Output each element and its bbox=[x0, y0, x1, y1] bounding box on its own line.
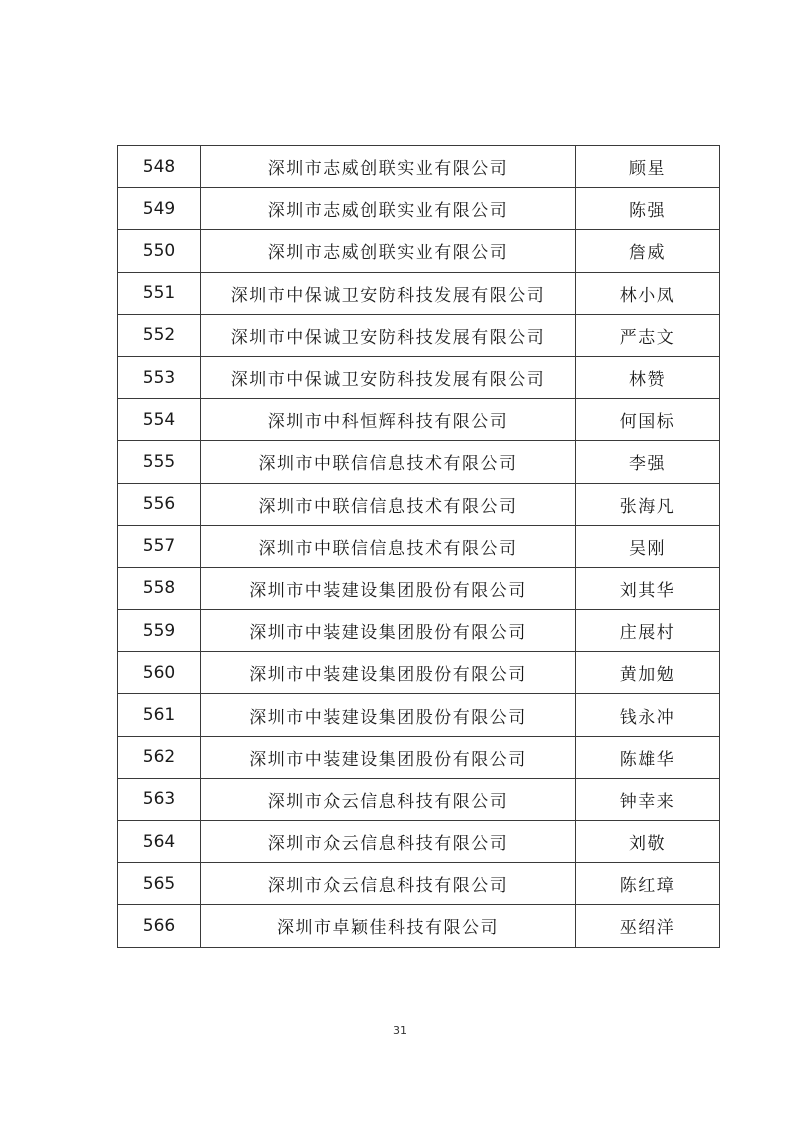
person-name: 顾星 bbox=[576, 146, 720, 188]
row-number: 558 bbox=[118, 567, 201, 609]
row-number: 552 bbox=[118, 314, 201, 356]
table-row bbox=[118, 272, 720, 314]
person-name: 严志文 bbox=[576, 314, 720, 356]
row-number: 557 bbox=[118, 525, 201, 567]
company-name: 深圳市众云信息科技有限公司 bbox=[201, 863, 576, 905]
person-name: 詹威 bbox=[576, 230, 720, 272]
person-name: 李强 bbox=[576, 441, 720, 483]
company-name: 深圳市中保诚卫安防科技发展有限公司 bbox=[201, 272, 576, 314]
company-name: 深圳市卓颖佳科技有限公司 bbox=[201, 905, 576, 947]
row-number: 561 bbox=[118, 694, 201, 736]
person-name: 陈红璋 bbox=[576, 863, 720, 905]
person-name: 张海凡 bbox=[576, 483, 720, 525]
company-name: 深圳市中装建设集团股份有限公司 bbox=[201, 567, 576, 609]
table-row bbox=[118, 399, 720, 441]
table-row bbox=[118, 188, 720, 230]
table-row bbox=[118, 652, 720, 694]
table-row bbox=[118, 863, 720, 905]
table-row bbox=[118, 230, 720, 272]
company-name: 深圳市中装建设集团股份有限公司 bbox=[201, 652, 576, 694]
person-name: 钟幸来 bbox=[576, 778, 720, 820]
person-name: 刘敬 bbox=[576, 821, 720, 863]
table-row bbox=[118, 736, 720, 778]
company-name: 深圳市志威创联实业有限公司 bbox=[201, 146, 576, 188]
table-row bbox=[118, 567, 720, 609]
page-number: 31 bbox=[393, 1024, 407, 1037]
person-name: 钱永冲 bbox=[576, 694, 720, 736]
company-name: 深圳市中装建设集团股份有限公司 bbox=[201, 610, 576, 652]
table-row bbox=[118, 610, 720, 652]
company-name: 深圳市中科恒辉科技有限公司 bbox=[201, 399, 576, 441]
table-row bbox=[118, 314, 720, 356]
table-row bbox=[118, 146, 720, 188]
person-name: 吴刚 bbox=[576, 525, 720, 567]
company-name: 深圳市中联信信息技术有限公司 bbox=[201, 441, 576, 483]
company-name: 深圳市众云信息科技有限公司 bbox=[201, 821, 576, 863]
company-name: 深圳市中装建设集团股份有限公司 bbox=[201, 694, 576, 736]
table-row bbox=[118, 905, 720, 947]
person-name: 何国标 bbox=[576, 399, 720, 441]
row-number: 565 bbox=[118, 863, 201, 905]
company-name: 深圳市志威创联实业有限公司 bbox=[201, 188, 576, 230]
row-number: 554 bbox=[118, 399, 201, 441]
person-name: 黄加勉 bbox=[576, 652, 720, 694]
person-name: 林小凤 bbox=[576, 272, 720, 314]
company-name: 深圳市众云信息科技有限公司 bbox=[201, 778, 576, 820]
row-number: 563 bbox=[118, 778, 201, 820]
person-name: 林赞 bbox=[576, 356, 720, 398]
table-row bbox=[118, 694, 720, 736]
row-number: 566 bbox=[118, 905, 201, 947]
table-row bbox=[118, 483, 720, 525]
table-row bbox=[118, 778, 720, 820]
row-number: 555 bbox=[118, 441, 201, 483]
table-row bbox=[118, 821, 720, 863]
company-name: 深圳市中保诚卫安防科技发展有限公司 bbox=[201, 356, 576, 398]
row-number: 562 bbox=[118, 736, 201, 778]
company-name: 深圳市中联信信息技术有限公司 bbox=[201, 525, 576, 567]
row-number: 549 bbox=[118, 188, 201, 230]
person-name: 刘其华 bbox=[576, 567, 720, 609]
company-name: 深圳市中联信信息技术有限公司 bbox=[201, 483, 576, 525]
row-number: 550 bbox=[118, 230, 201, 272]
roster-table-body bbox=[118, 146, 720, 948]
row-number: 559 bbox=[118, 610, 201, 652]
row-number: 564 bbox=[118, 821, 201, 863]
person-name: 庄展村 bbox=[576, 610, 720, 652]
row-number: 553 bbox=[118, 356, 201, 398]
roster-table bbox=[117, 145, 720, 948]
person-name: 陈强 bbox=[576, 188, 720, 230]
table-row bbox=[118, 525, 720, 567]
person-name: 陈雄华 bbox=[576, 736, 720, 778]
table-row bbox=[118, 356, 720, 398]
row-number: 551 bbox=[118, 272, 201, 314]
row-number: 556 bbox=[118, 483, 201, 525]
person-name: 巫绍洋 bbox=[576, 905, 720, 947]
row-number: 548 bbox=[118, 146, 201, 188]
row-number: 560 bbox=[118, 652, 201, 694]
company-name: 深圳市中保诚卫安防科技发展有限公司 bbox=[201, 314, 576, 356]
table-row bbox=[118, 441, 720, 483]
company-name: 深圳市中装建设集团股份有限公司 bbox=[201, 736, 576, 778]
company-name: 深圳市志威创联实业有限公司 bbox=[201, 230, 576, 272]
